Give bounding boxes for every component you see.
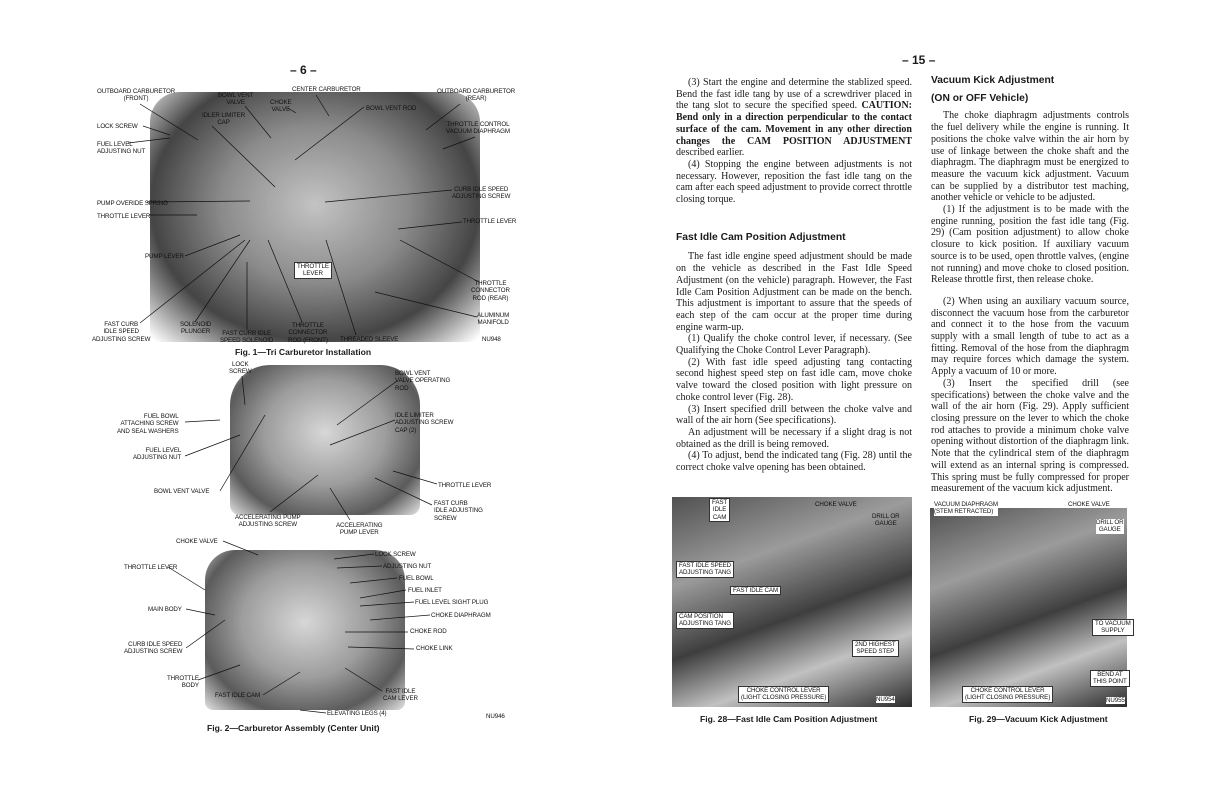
fig2-label: ELEVATING LEGS (4)	[327, 710, 387, 717]
paragraph: The choke diaphragm adjustments controls the fuel delivery while the engine is running. It positions the choke valve within the air horn by use of linkage between the choke shaft and the diaphragm. The diaphragm must be energized to measure the vacuum kick adjustment. Vacuum can be supplied by a distributor test maching, another vehicle or vehicle to be adjusted.	[931, 110, 1129, 204]
fig2-label: THROTTLE LEVER	[124, 564, 178, 571]
fig29-label: CHOKE VALVE	[1068, 501, 1110, 508]
fig1-code: NU948	[482, 336, 501, 343]
fig2-label: ACCELERATING PUMP ADJUSTING SCREW	[235, 514, 301, 529]
fig28-label: 2ND HIGHEST SPEED STEP	[852, 640, 899, 657]
fig2-label: FUEL BOWL	[399, 575, 434, 582]
fig2-label: CHOKE VALVE	[176, 538, 218, 545]
section-heading: Fast Idle Cam Position Adjustment	[676, 231, 846, 243]
fig1-label: SOLENOID PLUNGER	[180, 321, 212, 336]
fig2-label: CHOKE ROD	[410, 628, 447, 635]
fig1-label: THROTTLE LEVER	[294, 262, 332, 279]
fig2-label: MAIN BODY	[148, 606, 182, 613]
fig2-label: FUEL LEVEL SIGHT PLUG	[415, 599, 489, 606]
fig1-label: OUTBOARD CARBURETOR (REAR)	[437, 88, 516, 103]
page-number: – 6 –	[290, 63, 317, 77]
fig1-label: FAST CURB IDLE SPEED SOLENOID	[220, 330, 274, 345]
fig1-label: ALUMINUM MANIFOLD	[477, 312, 510, 327]
fig1-label: BOWL VENT ROD	[366, 105, 417, 112]
fig28-photo	[672, 497, 912, 707]
fig1-label: OUTBOARD CARBURETOR (FRONT)	[97, 88, 176, 103]
fig28-label: CHOKE CONTROL LEVER (LIGHT CLOSING PRESSURE)	[738, 686, 829, 703]
fig2-label: FAST IDLE CAM LEVER	[383, 688, 418, 703]
fig2-code: NU946	[486, 713, 505, 720]
fig2-label: LOCK SCREW	[229, 361, 252, 376]
fig2-top-photo	[230, 365, 420, 515]
fig2-label: LOCK SCREW	[375, 551, 416, 558]
fig28-label: CAM POSITION ADJUSTING TANG	[676, 612, 734, 629]
fig29-label: CHOKE CONTROL LEVER (LIGHT CLOSING PRESSURE)	[962, 686, 1053, 703]
fig2-label: ADJUSTING NUT	[383, 563, 432, 570]
fig1-label: BOWL VENT VALVE	[218, 92, 254, 107]
fig2-label: CHOKE DIAPHRAGM	[431, 612, 491, 619]
fig28-label: DRILL OR GAUGE	[872, 513, 900, 528]
fig1-label: IDLER LIMITER CAP	[202, 112, 246, 127]
fig2-label: FUEL LEVEL ADJUSTING NUT	[133, 447, 182, 462]
fig2-label: THROTTLE BODY	[167, 675, 199, 690]
fig1-label: FAST CURB IDLE SPEED ADJUSTING SCREW	[92, 321, 151, 343]
fig2-label: BOWL VENT VALVE	[154, 488, 210, 495]
paragraph: (3) Start the engine and determine the stablized speed. Bend the fast idle tang by use of a screwdriver placed in the tang slot to secure the specified speed. CAUTION: Bend only in a direction perpendicular to the contact surface of the cam. Movement in any other direction changes the CAM POSITION ADJUSTMENT described earlier.	[676, 77, 913, 159]
fig2-label: IDLE LIMITER ADJUSTING SCREW CAP (2)	[395, 412, 454, 434]
fig2-bottom-photo	[205, 550, 405, 710]
fig1-label: PUMP LEVER	[145, 253, 184, 260]
fig1-label: THREADED SLEEVE	[340, 336, 399, 343]
fig2-label: FAST CURB IDLE ADJUSTING SCREW	[434, 500, 483, 522]
fig28-caption: Fig. 28—Fast Idle Cam Position Adjustment	[700, 714, 878, 724]
left-page	[0, 0, 600, 792]
paragraph: (2) With fast idle speed adjusting tang contacting second highest speed step on fast idle cam, move choke valve toward the closed position with light pressure on choke control lever (Fig. 28).	[676, 356, 912, 403]
fig2-label: FAST IDLE CAM	[215, 692, 261, 699]
fig2-label: ACCELERATING PUMP LEVER	[336, 522, 383, 537]
fig28-label: CHOKE VALVE	[815, 501, 857, 508]
text-column-1	[676, 77, 912, 474]
fig28-label: FAST IDLE SPEED ADJUSTING TANG	[676, 561, 734, 578]
paragraph: (4) To adjust, bend the indicated tang (Fig. 28) until the correct choke valve opening has been obtained.	[676, 450, 912, 474]
paragraph: The fast idle engine speed adjustment should be made on the vehicle as described in the Fast Idle Speed Adjustment (on the vehicle) paragraph. However, the Fast Idle Cam Position Adjustment can be made on the bench. This adjustment is important to assure that the speeds of each step of the cam occur at the proper time during engine warm-up.	[676, 251, 912, 333]
fig1-label: THROTTLE LEVER	[463, 218, 517, 225]
paragraph: An adjustment will be necessary if a slight drag is not obtained as the drill is being removed.	[676, 426, 912, 450]
fig1-photo	[150, 92, 480, 342]
fig29-code: NU955	[1106, 697, 1125, 704]
section-heading: Vacuum Kick Adjustment	[931, 75, 1055, 86]
fig2-caption: Fig. 2—Carburetor Assembly (Center Unit)	[207, 723, 380, 733]
fig2-label: FUEL BOWL ATTACHING SCREW AND SEAL WASHERS	[117, 413, 179, 435]
fig1-label: PUMP OVERIDE SPRING	[97, 200, 168, 207]
fig1-label: CENTER CARBURETOR	[292, 86, 361, 93]
fig2-label: CURB IDLE SPEED ADJUSTING SCREW	[124, 641, 183, 656]
fig1-label: CHOKE VALVE	[270, 99, 292, 114]
fig29-label: DRILL OR GAUGE	[1096, 519, 1124, 534]
page-number: – 15 –	[902, 53, 936, 67]
fig2-label: CHOKE LINK	[416, 645, 453, 652]
fig1-label: FUEL LEVEL ADJUSTING NUT	[97, 141, 146, 156]
text-column-2	[931, 75, 1129, 495]
paragraph: (2) When using an auxiliary vacuum source, disconnect the vacuum hose from the carburetor and connect it to the hose from the vacuum supply with a small length of tube to act as a fitting. Removal of the hose from the diaphragm may require forces which damage the system. Apply a vacuum of 10 or more.	[931, 295, 1129, 378]
fig29-label: BEND AT THIS POINT	[1090, 670, 1130, 687]
fig28-code: NU954	[876, 696, 895, 703]
paragraph: (1) Qualify the choke control lever, if necessary. (See Qualifying the Choke Control Lever Paragraph).	[676, 333, 912, 357]
fig1-label: THROTTLE LEVER	[97, 213, 151, 220]
fig1-caption: Fig. 1—Tri Carburetor Installation	[235, 347, 372, 357]
fig1-label: THROTTLE CONNECTOR ROD (REAR)	[471, 280, 510, 302]
paragraph: (4) Stopping the engine between adjustments is not necessary. However, reposition the fast idle tang on the cam after each speed adjustment to provide correct throttle closing torque.	[676, 158, 912, 206]
fig2-label: FUEL INLET	[408, 587, 442, 594]
paragraph: (3) Insert the specified drill (see specifications) between the choke valve and the wall of the air horn (Fig. 29). Apply sufficient closing pressure on the lever to which the choke rod attaches to provide a minimum choke valve opening without distortion of the diaphragm link. Note that the cylindrical stem of the diaphragm will extend as an internal spring is compressed. This spring must be fully compressed for proper measurement of the vacuum kick adjustment.	[931, 377, 1129, 495]
fig28-label: FAST IDLE CAM	[730, 586, 781, 595]
right-page	[612, 0, 1224, 792]
paragraph: (1) If the adjustment is to be made with the engine running, position the fast idle tang (Fig. 29) (Cam position adjustment) to allow choke closure to kick position. If auxiliary vacuum source is to be used, open throttle valves, (engine not running) and move choke to closed position. Release throttle first, then release choke.	[931, 204, 1129, 286]
section-subheading: (ON or OFF Vehicle)	[931, 92, 1029, 104]
fig28-label: FAST IDLE CAM	[709, 498, 730, 522]
fig1-label: LOCK SCREW	[97, 123, 138, 130]
fig29-label: TO VACUUM SUPPLY	[1092, 619, 1134, 636]
fig29-label: VACUUM DIAPHRAGM (STEM RETRACTED)	[934, 501, 998, 516]
fig1-label: CURB IDLE SPEED ADJUSTING SCREW	[452, 186, 511, 201]
fig29-caption: Fig. 29—Vacuum Kick Adjustment	[969, 714, 1108, 724]
fig2-label: BOWL VENT VALVE OPERATING ROD	[395, 370, 451, 392]
fig1-label: THROTTLE CONNECTOR ROD (FRONT)	[288, 322, 328, 344]
fig1-label: THROTTLE CONTROL VACUUM DIAPHRAGM	[446, 121, 510, 136]
paragraph: (3) Insert specified drill between the choke valve and wall of the air horn (See specifications).	[676, 403, 912, 427]
fig2-label: THROTTLE LEVER	[438, 482, 492, 489]
